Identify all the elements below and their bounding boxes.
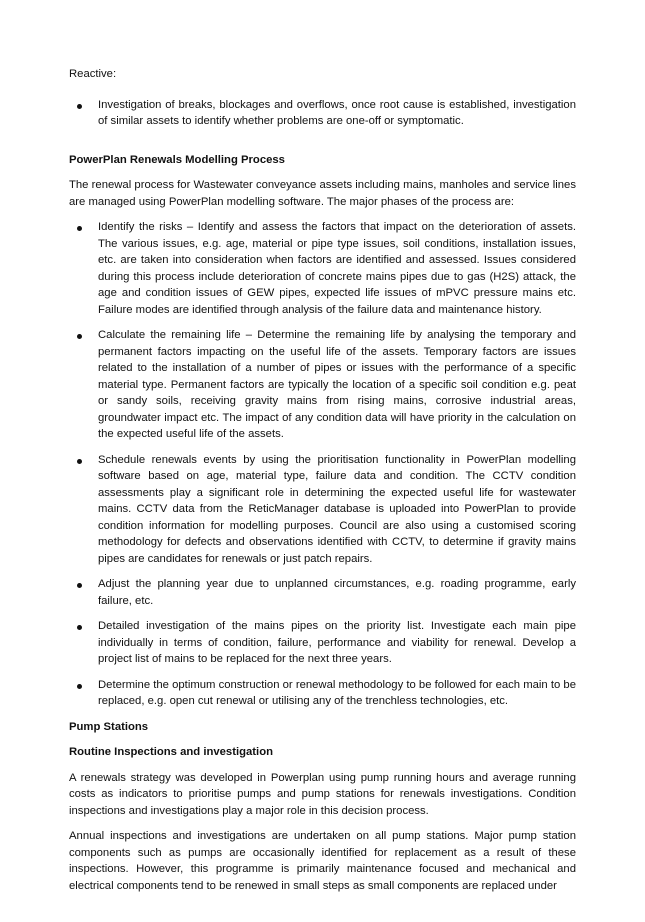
bullet-icon: [77, 583, 82, 588]
list-item: [69, 576, 576, 609]
list-item-text: Adjust the planning year due to unplanned circumstances, e.g. roading programme, early failure, etc.: [98, 578, 576, 607]
list-item: [69, 327, 576, 443]
list-item-text: Detailed investigation of the mains pipes on the priority list. Investigate each main pipe individually in terms of condition, failure, performance and viability for renewal. Develop a project list of mains to be replaced for the next three years.: [98, 620, 576, 665]
bullet-icon: [77, 334, 82, 339]
section-heading-pump-stations: Pump Stations: [69, 720, 149, 733]
bullet-icon: [77, 625, 82, 630]
bullet-icon: [77, 226, 82, 231]
reactive-label: Reactive:: [69, 68, 117, 80]
subheading-routine-inspections: Routine Inspections and investigation: [69, 746, 273, 758]
reactive-list: [69, 97, 576, 130]
list-item-text: Determine the optimum construction or renewal methodology to be followed for each main to be replaced, e.g. open cut renewal or utilising any of the trenchless technologies, etc.: [98, 678, 576, 707]
list-item: [69, 677, 576, 710]
list-item: [69, 618, 576, 668]
powerplan-phase-list: [69, 219, 576, 710]
list-item: [69, 219, 576, 318]
list-item-text: Identify the risks – Identify and assess the factors that impact on the deterioration of assets. The various issues, e.g. age, material or pipe type issues, soil conditions, installation issues, etc. are taken into consideration when factors are identified and assessed. Issues considered during this process include deterioration of concrete mains pipes due to gas (H2S) attack, the age and condition issues of GEW pipes, expected life issues of mPVC pressure mains etc. Failure modes are identified through analysis of the failure data and maintenance history.: [98, 221, 576, 316]
section-heading-powerplan: PowerPlan Renewals Modelling Process: [69, 153, 285, 166]
list-item: [69, 97, 576, 130]
list-item: [69, 452, 576, 568]
bullet-icon: [77, 459, 82, 464]
pump-stations-paragraph: A renewals strategy was developed in Powerplan using pump running hours and average running costs as indicators to prioritise pumps and pump stations for renewals investigations. Condition inspections and investigations play a major role in this decision process.: [69, 771, 576, 817]
list-item-text: Schedule renewals events by using the prioritisation functionality in PowerPlan modelling software based on age, material type, failure data and condition. The CCTV condition assessments play a significant role in determining the expected useful life for wastewater mains. CCTV data from the ReticManager database is uploaded into PowerPlan to provide condition information for modelling purposes. Council are also using a customised scoring methodology for defects and observations identified with CCTV, to determine if gravity mains pipes are candidates for renewals or just patch repairs.: [98, 453, 576, 565]
powerplan-intro: The renewal process for Wastewater conveyance assets including mains, manholes and service lines are managed using PowerPlan modelling software. The major phases of the process are:: [69, 179, 576, 208]
bullet-icon: [77, 684, 82, 689]
document-page: [69, 66, 576, 894]
list-item-text: Investigation of breaks, blockages and overflows, once root cause is established, investigation of similar assets to identify whether problems are one-off or symptomatic.: [98, 98, 576, 127]
bullet-icon: [77, 104, 82, 109]
pump-stations-paragraph: Annual inspections and investigations are undertaken on all pump stations. Major pump station components such as pumps are occasionally identified for replacement as a result of these inspections. However, this programme is primarily maintenance focused and mechanical and electrical components tend to be renewed in small steps as small components are replaced under: [69, 830, 576, 892]
list-item-text: Calculate the remaining life – Determine the remaining life by analysing the temporary and permanent factors impacting on the useful life of the assets. Temporary factors are issues related to the installation of a number of pipes or issues with the performance of a specific material type. Permanent factors are typically the location of a specific soil condition e.g. peat or sandy soils, receiving gravity mains from rising mains, corrosive industrial areas, groundwater impact etc. The impact of any condition data will have priority in the calculation on the expected useful life of the assets.: [98, 329, 576, 440]
